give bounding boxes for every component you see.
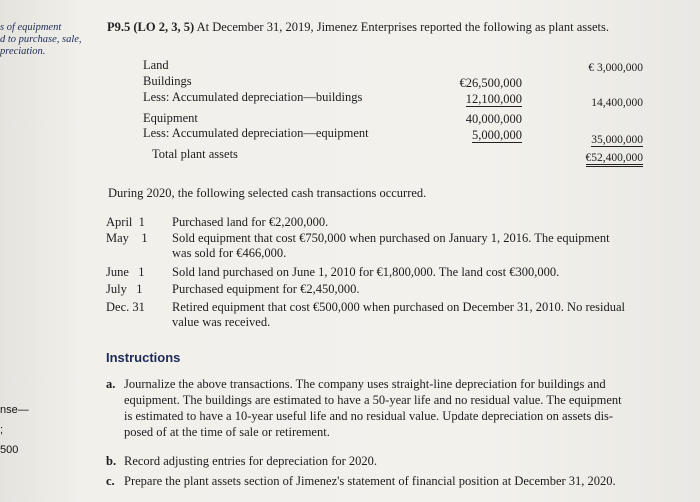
acc-dep-equipment-amount: 5,000,000 <box>472 128 522 142</box>
margin-line: d to purchase, sale, <box>0 34 82 45</box>
instruction-text: Record adjusting entries for depreciation for 2020. <box>124 454 378 468</box>
transaction-date: May 1 <box>106 231 148 245</box>
transaction-item <box>106 265 696 281</box>
margin-fragment-line: nse— <box>0 404 29 416</box>
instructions-heading: Instructions <box>106 350 181 365</box>
transaction-date: Dec. 31 <box>106 300 145 314</box>
instruction-letter: b. <box>106 454 117 468</box>
total-plant-assets-amount: €52,400,000 <box>586 152 644 167</box>
transaction-item <box>106 300 696 332</box>
transaction-item <box>106 215 696 231</box>
instruction-text: Journalize the above transactions. The company uses straight-line depreciation for buildings and <box>124 377 606 391</box>
left-margin-fragment <box>0 400 60 460</box>
transaction-description: Purchased equipment for €2,450,000. <box>172 282 360 296</box>
transaction-description: Sold equipment that cost €750,000 when purchased on January 1, 2016. The equipment <box>172 231 610 245</box>
transactions-intro: During 2020, the following selected cash transactions occurred. <box>108 186 427 200</box>
problem-header <box>107 20 687 35</box>
instruction-letter: c. <box>106 474 115 488</box>
margin-line: s of equipment <box>0 22 62 33</box>
instruction-letter: a. <box>106 377 116 391</box>
margin-fragment-line: 500 <box>0 444 19 456</box>
equipment-net: 35,000,000 <box>591 134 643 146</box>
land-total: € 3,000,000 <box>588 62 643 74</box>
margin-fragment-line: ; <box>0 424 4 436</box>
transaction-item <box>106 282 696 298</box>
transaction-description: Retired equipment that cost €500,000 when purchased on December 31, 2010. No residual <box>172 300 626 314</box>
left-margin-note <box>0 22 100 58</box>
transaction-date: April 1 <box>106 215 145 229</box>
instruction-b <box>106 454 696 470</box>
land-label: Land <box>143 58 169 72</box>
equipment-label: Equipment <box>143 111 198 125</box>
acc-dep-buildings-amount: 12,100,000 <box>465 92 522 106</box>
transaction-description: Sold land purchased on June 1, 2010 for €1,800,000. The land cost €300,000. <box>172 265 560 279</box>
acc-dep-equipment-label: Less: Accumulated depreciation—equipment <box>143 126 369 140</box>
instruction-c <box>106 474 696 490</box>
transaction-date: June 1 <box>106 265 145 279</box>
transaction-item <box>106 231 696 261</box>
problem-id: P9.5 <box>107 20 131 34</box>
acc-dep-buildings-label: Less: Accumulated depreciation—buildings <box>143 90 363 104</box>
transaction-date: July 1 <box>106 282 143 296</box>
equipment-amount: 40,000,000 <box>465 112 522 126</box>
instruction-text: equipment. The buildings are estimated to have a 50-year life and no residual value. The equipment <box>124 393 622 407</box>
margin-line: preciation. <box>0 46 46 57</box>
total-plant-assets-label: Total plant assets <box>152 147 238 161</box>
buildings-amount: €26,500,000 <box>459 76 522 90</box>
transaction-description-cont: was sold for €466,000. <box>172 246 287 260</box>
instruction-text: Prepare the plant assets section of Jimenez's statement of financial position at December 31, 2020. <box>124 474 616 488</box>
transaction-description-cont: value was received. <box>172 315 271 329</box>
instruction-text: posed of at the time of sale or retirement. <box>124 425 330 439</box>
problem-intro: At December 31, 2019, Jimenez Enterprises reported the following as plant assets. <box>196 20 609 34</box>
buildings-label: Buildings <box>143 74 192 88</box>
buildings-net: 14,400,000 <box>591 97 643 109</box>
instruction-text: is estimated to have a 10-year useful life and no residual value. Update depreciation on assets dis- <box>124 409 614 423</box>
learning-objectives: (LO 2, 3, 5) <box>133 20 195 34</box>
transaction-description: Purchased land for €2,200,000. <box>172 215 329 229</box>
instruction-a <box>106 377 696 443</box>
